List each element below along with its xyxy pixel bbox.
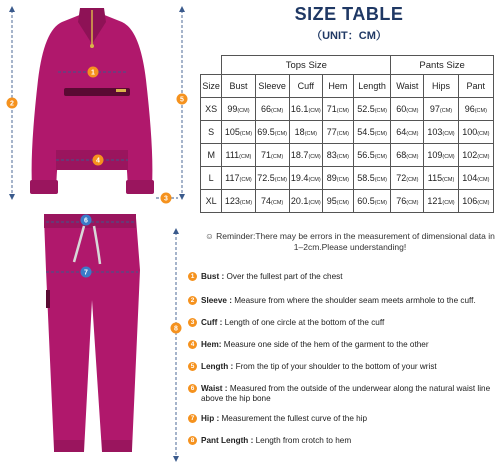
cell-value: 123 bbox=[224, 196, 240, 206]
marker-7-icon bbox=[81, 267, 92, 278]
marker-7-label: 7 bbox=[84, 269, 88, 277]
cell-unit: (CM) bbox=[442, 200, 455, 206]
cell-unit: (CM) bbox=[406, 177, 419, 183]
table-cell-hips bbox=[424, 98, 458, 121]
column-header-length: Length bbox=[353, 75, 390, 98]
table-cell-hem bbox=[322, 121, 353, 144]
table-row bbox=[201, 121, 494, 144]
cell-unit: (CM) bbox=[374, 108, 387, 114]
column-header-bust: Bust bbox=[222, 75, 255, 98]
cell-unit: (CM) bbox=[336, 154, 349, 160]
table-cell-pant bbox=[458, 121, 493, 144]
table-cell-waist bbox=[391, 98, 424, 121]
legend-item bbox=[188, 340, 496, 350]
table-cell-waist bbox=[391, 190, 424, 213]
column-header-waist: Waist bbox=[391, 75, 424, 98]
cell-unit: (CM) bbox=[239, 154, 252, 160]
legend-item bbox=[188, 436, 496, 446]
cell-unit: (CM) bbox=[442, 131, 455, 137]
cell-unit: (CM) bbox=[237, 108, 250, 114]
legend-text bbox=[201, 340, 496, 350]
cell-unit: (CM) bbox=[406, 154, 419, 160]
table-cell-bust bbox=[222, 167, 255, 190]
cell-value: 20.1 bbox=[290, 196, 309, 206]
marker-4-icon bbox=[93, 155, 104, 166]
cell-unit: (CM) bbox=[271, 154, 284, 160]
cell-unit: (CM) bbox=[271, 200, 284, 206]
cell-unit: (CM) bbox=[477, 131, 490, 137]
cell-value: 18 bbox=[294, 127, 305, 137]
cell-value: 52.5 bbox=[357, 104, 375, 114]
cell-unit: (CM) bbox=[374, 177, 387, 183]
cell-value: 103 bbox=[427, 127, 443, 137]
size-cell: XL bbox=[201, 190, 222, 213]
table-cell-hem bbox=[322, 144, 353, 167]
cell-value: 68 bbox=[396, 150, 407, 160]
table-body bbox=[201, 98, 494, 213]
cell-value: 18.7 bbox=[290, 150, 309, 160]
table-cell-hem bbox=[322, 190, 353, 213]
cell-unit: (CM) bbox=[271, 108, 284, 114]
cell-value: 64 bbox=[396, 127, 407, 137]
legend-item bbox=[188, 272, 496, 282]
column-header-cuff: Cuff bbox=[289, 75, 322, 98]
column-header-sleeve: Sleeve bbox=[255, 75, 289, 98]
marker-2-icon bbox=[7, 98, 18, 109]
marker-6-icon bbox=[81, 215, 92, 226]
legend-item bbox=[188, 296, 496, 306]
size-cell: S bbox=[201, 121, 222, 144]
cell-value: 121 bbox=[427, 196, 443, 206]
legend-item bbox=[188, 318, 496, 328]
cell-unit: (CM) bbox=[308, 154, 321, 160]
legend-description: Measure one side of the hem of the garment to the other bbox=[221, 340, 429, 349]
table-cell-length bbox=[353, 167, 390, 190]
legend-number-icon: 2 bbox=[188, 296, 197, 305]
cell-unit: (CM) bbox=[336, 177, 349, 183]
column-header-hem: Hem bbox=[322, 75, 353, 98]
cell-unit: (CM) bbox=[239, 200, 253, 206]
table-cell-sleeve bbox=[255, 167, 289, 190]
cell-value: 19.4 bbox=[290, 173, 309, 183]
table-cell-waist bbox=[391, 121, 424, 144]
column-header-hips: Hips bbox=[424, 75, 458, 98]
legend-number-icon: 8 bbox=[188, 436, 197, 445]
table-cell-hips bbox=[424, 190, 458, 213]
cell-value: 72 bbox=[396, 173, 407, 183]
cell-unit: (CM) bbox=[239, 131, 253, 137]
marker-5-icon bbox=[177, 94, 188, 105]
cell-value: 56.5 bbox=[357, 150, 375, 160]
size-cell: L bbox=[201, 167, 222, 190]
legend-item bbox=[188, 384, 496, 404]
table-cell-bust bbox=[222, 98, 255, 121]
legend-text bbox=[201, 296, 496, 306]
legend-description: Length of one circle at the bottom of the cuff bbox=[222, 318, 385, 327]
cell-value: 66 bbox=[261, 104, 272, 114]
table-cell-sleeve bbox=[255, 98, 289, 121]
cell-unit: (CM) bbox=[308, 108, 321, 114]
cell-value: 96 bbox=[464, 104, 475, 114]
marker-2-label: 2 bbox=[10, 100, 14, 108]
table-cell-hem bbox=[322, 98, 353, 121]
table-cell-pant bbox=[458, 98, 493, 121]
cell-unit: (CM) bbox=[477, 200, 490, 206]
cell-value: 106 bbox=[462, 196, 478, 206]
table-cell-sleeve bbox=[255, 190, 289, 213]
legend-description: Measurement the fullest curve of the hip bbox=[219, 414, 368, 423]
legend-item bbox=[188, 362, 496, 372]
table-cell-hem bbox=[322, 167, 353, 190]
table-cell-cuff bbox=[289, 98, 322, 121]
table-cell-bust bbox=[222, 190, 255, 213]
cell-unit: (CM) bbox=[406, 108, 419, 114]
cell-value: 97 bbox=[429, 104, 440, 114]
tops-size-header: Tops Size bbox=[222, 56, 391, 75]
legend-text bbox=[201, 318, 496, 328]
table-cell-cuff bbox=[289, 121, 322, 144]
cell-value: 111 bbox=[225, 150, 240, 160]
table-cell-waist bbox=[391, 167, 424, 190]
cell-unit: (CM) bbox=[274, 177, 287, 183]
legend-number-icon: 7 bbox=[188, 414, 197, 423]
table-cell-hips bbox=[424, 144, 458, 167]
pants-size-header: Pants Size bbox=[391, 56, 494, 75]
table-row bbox=[201, 144, 494, 167]
size-table bbox=[200, 55, 494, 213]
cell-unit: (CM) bbox=[406, 131, 419, 137]
table-cell-sleeve bbox=[255, 144, 289, 167]
table-cell-length bbox=[353, 144, 390, 167]
table-cell-pant bbox=[458, 190, 493, 213]
table-row bbox=[201, 167, 494, 190]
marker-3-icon bbox=[161, 193, 172, 204]
cell-unit: (CM) bbox=[406, 200, 419, 206]
legend-label: Cuff : bbox=[201, 318, 223, 327]
cell-unit: (CM) bbox=[374, 200, 387, 206]
table-cell-bust bbox=[222, 121, 255, 144]
legend-text bbox=[201, 384, 496, 404]
cell-unit: (CM) bbox=[336, 131, 349, 137]
size-cell: XS bbox=[201, 98, 222, 121]
cell-unit: (CM) bbox=[336, 108, 349, 114]
legend-number-icon: 3 bbox=[188, 318, 197, 327]
legend-description: Measured from the outside of the underwear along the natural waist line above the hip bone bbox=[201, 384, 491, 403]
pants-garment bbox=[44, 214, 140, 452]
legend-text bbox=[201, 414, 496, 424]
marker-4-label: 4 bbox=[96, 157, 100, 165]
cell-value: 74 bbox=[261, 196, 272, 206]
table-cell-hips bbox=[424, 121, 458, 144]
legend-item bbox=[188, 414, 496, 424]
table-cell-length bbox=[353, 190, 390, 213]
top-garment bbox=[30, 8, 154, 194]
legend-label: Waist : bbox=[201, 384, 228, 393]
legend-number-icon: 1 bbox=[188, 272, 197, 281]
unit-label: （UNIT：CM） bbox=[311, 30, 387, 42]
legend-number-icon: 5 bbox=[188, 362, 197, 371]
table-cell-cuff bbox=[289, 144, 322, 167]
cell-value: 95 bbox=[326, 196, 337, 206]
marker-3-label: 3 bbox=[164, 195, 168, 203]
legend-description: Length from crotch to hem bbox=[253, 436, 352, 445]
marker-1-label: 1 bbox=[91, 69, 95, 77]
table-cell-pant bbox=[458, 167, 493, 190]
reminder-note: ☺ Reminder:There may be errors in the measurement of dimensional data in 1–2cm.Please understanding! bbox=[205, 231, 495, 252]
table-cell-cuff bbox=[289, 167, 322, 190]
cell-unit: (CM) bbox=[439, 108, 453, 114]
cell-value: 105 bbox=[224, 127, 240, 137]
cell-value: 83 bbox=[326, 150, 337, 160]
cell-value: 115 bbox=[427, 173, 443, 183]
table-group-header bbox=[201, 56, 494, 75]
cell-value: 76 bbox=[396, 196, 407, 206]
cell-value: 99 bbox=[227, 104, 238, 114]
table-cell-length bbox=[353, 121, 390, 144]
table-cell-hips bbox=[424, 167, 458, 190]
column-header-pant: Pant bbox=[458, 75, 493, 98]
cell-value: 72.5 bbox=[257, 173, 275, 183]
cell-unit: (CM) bbox=[308, 200, 321, 206]
table-row bbox=[201, 190, 494, 213]
table-cell-sleeve bbox=[255, 121, 289, 144]
marker-6-label: 6 bbox=[84, 217, 88, 225]
legend-description: Measure from where the shoulder seam meets armhole to the cuff. bbox=[231, 296, 476, 305]
legend-description: Over the fullest part of the chest bbox=[224, 272, 343, 281]
column-header-size: Size bbox=[201, 75, 222, 98]
legend-label: Sleeve : bbox=[201, 296, 232, 305]
cell-value: 16.1 bbox=[290, 104, 309, 114]
cell-value: 109 bbox=[427, 150, 443, 160]
legend-label: Length : bbox=[201, 362, 234, 371]
table-cell-pant bbox=[458, 144, 493, 167]
garment-illustration bbox=[0, 0, 200, 467]
cell-value: 104 bbox=[462, 173, 478, 183]
cell-value: 60 bbox=[396, 104, 407, 114]
cell-unit: (CM) bbox=[374, 131, 387, 137]
cell-unit: (CM) bbox=[304, 131, 317, 137]
table-row bbox=[201, 98, 494, 121]
cell-value: 100 bbox=[462, 127, 478, 137]
cell-value: 69.5 bbox=[257, 127, 275, 137]
legend-text bbox=[201, 272, 496, 282]
legend-description: From the tip of your shoulder to the bottom of your wrist bbox=[233, 362, 437, 371]
legend-text bbox=[201, 362, 496, 372]
cell-unit: (CM) bbox=[274, 131, 287, 137]
table-cell-length bbox=[353, 98, 390, 121]
cell-value: 71 bbox=[326, 104, 337, 114]
cell-value: 54.5 bbox=[357, 127, 375, 137]
legend-label: Hem: bbox=[201, 340, 222, 349]
legend-label: Hip : bbox=[201, 414, 220, 423]
cell-unit: (CM) bbox=[442, 177, 455, 183]
cell-unit: (CM) bbox=[308, 177, 321, 183]
legend-number-icon: 6 bbox=[188, 384, 197, 393]
table-cell-cuff bbox=[289, 190, 322, 213]
cell-unit: (CM) bbox=[477, 177, 490, 183]
cell-unit: (CM) bbox=[474, 108, 487, 114]
cell-value: 58.5 bbox=[357, 173, 375, 183]
legend-number-icon: 4 bbox=[188, 340, 197, 349]
legend-text bbox=[201, 436, 496, 446]
legend-label: Pant Length : bbox=[201, 436, 254, 445]
cell-value: 102 bbox=[462, 150, 478, 160]
legend-label: Bust : bbox=[201, 272, 225, 281]
size-cell: M bbox=[201, 144, 222, 167]
cell-value: 71 bbox=[261, 150, 272, 160]
marker-8-icon bbox=[171, 323, 182, 334]
cell-unit: (CM) bbox=[374, 154, 387, 160]
marker-8-label: 8 bbox=[174, 325, 178, 333]
cell-value: 89 bbox=[326, 173, 337, 183]
cell-value: 77 bbox=[326, 127, 337, 137]
cell-unit: (CM) bbox=[442, 154, 455, 160]
page-title: SIZE TABLE bbox=[294, 4, 404, 24]
marker-5-label: 5 bbox=[180, 96, 184, 104]
cell-value: 117 bbox=[225, 173, 240, 183]
table-corner bbox=[201, 56, 222, 75]
cell-unit: (CM) bbox=[336, 200, 349, 206]
table-cell-bust bbox=[222, 144, 255, 167]
cell-unit: (CM) bbox=[477, 154, 490, 160]
marker-1-icon bbox=[88, 67, 99, 78]
cell-unit: (CM) bbox=[239, 177, 252, 183]
cell-value: 60.5 bbox=[357, 196, 375, 206]
table-column-header bbox=[201, 75, 494, 98]
table-cell-waist bbox=[391, 144, 424, 167]
